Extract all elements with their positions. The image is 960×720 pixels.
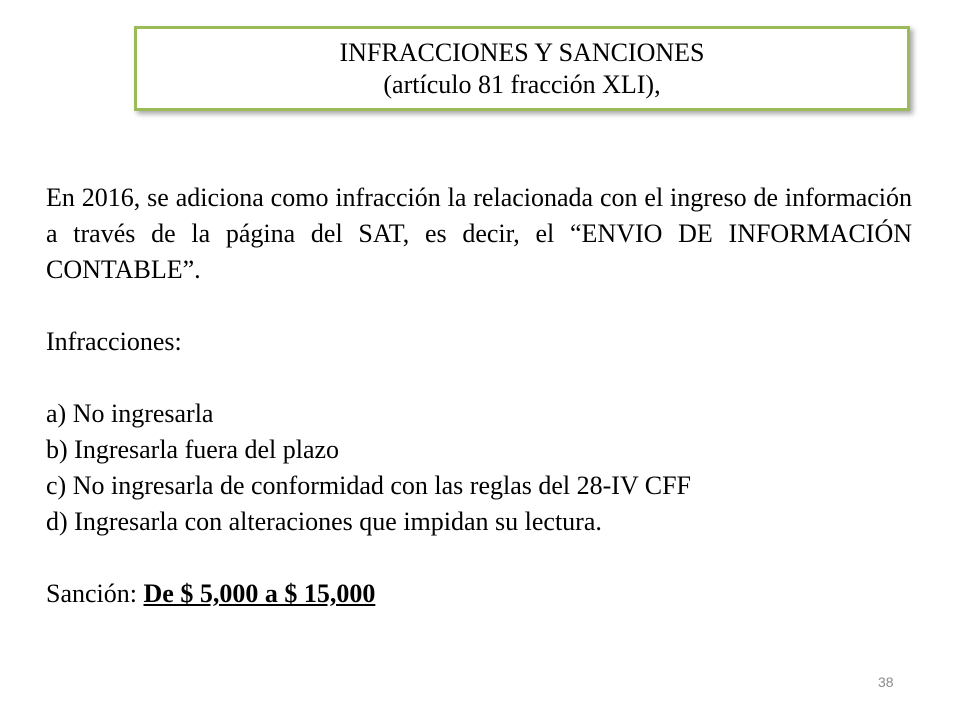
infracciones-label: Infracciones: (46, 327, 182, 356)
sancion-line (46, 576, 912, 612)
title-line-2: (artículo 81 fracción XLI), (383, 70, 661, 99)
sancion-label: Sanción: (46, 579, 144, 608)
title-box (134, 26, 910, 111)
list-item: a) No ingresarla (46, 399, 214, 428)
page-number: 38 (878, 674, 894, 690)
slide-content (46, 180, 912, 612)
sancion-amount: De $ 5,000 a $ 15,000 (143, 579, 376, 608)
list-item: c) No ingresarla de conformidad con las reglas del 28-IV CFF (46, 471, 692, 500)
list-item: b) Ingresarla fuera del plazo (46, 435, 340, 464)
list-item: d) Ingresarla con alteraciones que impidan su lectura. (46, 507, 602, 536)
intro-paragraph: En 2016, se adiciona como infracción la relacionada con el ingreso de información a través de la página del SAT, es decir, el “ENVIO DE INFORMACIÓN CONTABLE”. (46, 183, 912, 284)
title-line-1: INFRACCIONES Y SANCIONES (339, 38, 705, 67)
